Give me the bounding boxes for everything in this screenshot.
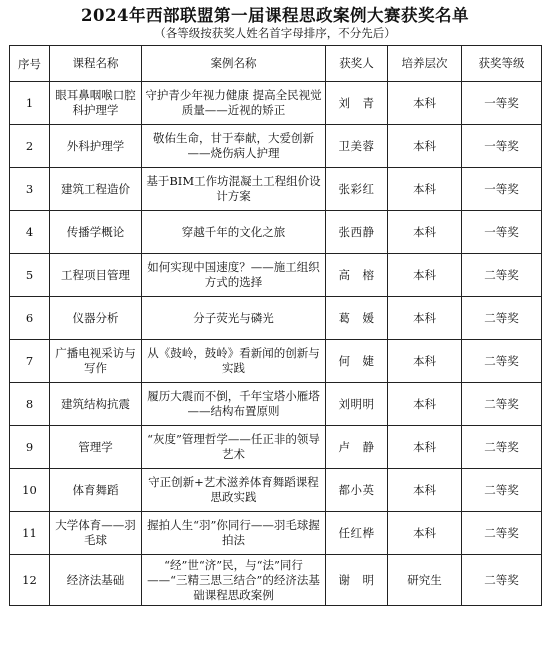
cell-winner: 何 婕 <box>326 340 388 383</box>
table-row <box>10 469 542 512</box>
cell-award: 二等奖 <box>462 512 542 555</box>
cell-level: 本科 <box>388 168 462 211</box>
cell-course: 传播学概论 <box>50 211 142 254</box>
cell-seq: 3 <box>10 168 50 211</box>
cell-course: 外科护理学 <box>50 125 142 168</box>
cell-award: 一等奖 <box>462 125 542 168</box>
cell-course: 仪器分析 <box>50 297 142 340</box>
cell-seq: 2 <box>10 125 50 168</box>
cell-winner: 张彩红 <box>326 168 388 211</box>
table-row <box>10 383 542 426</box>
cell-award: 二等奖 <box>462 297 542 340</box>
cell-winner: 刘 青 <box>326 82 388 125</box>
table-row <box>10 512 542 555</box>
cell-seq: 7 <box>10 340 50 383</box>
cell-seq: 9 <box>10 426 50 469</box>
cell-seq: 5 <box>10 254 50 297</box>
cell-level: 本科 <box>388 211 462 254</box>
cell-case: 守护青少年视力健康 提高全民视觉质量——近视的矫正 <box>142 82 326 125</box>
header-case: 案例名称 <box>142 46 326 82</box>
cell-case: “经”世“济”民，与“法”同行——“三精三思三结合”的经济法基础课程思政案例 <box>142 555 326 606</box>
cell-case: 履历大震而不倒，千年宝塔小雁塔——结构布置原则 <box>142 383 326 426</box>
cell-case: 守正创新+艺术滋养体育舞蹈课程思政实践 <box>142 469 326 512</box>
table-row <box>10 254 542 297</box>
cell-course: 经济法基础 <box>50 555 142 606</box>
cell-course: 工程项目管理 <box>50 254 142 297</box>
cell-seq: 1 <box>10 82 50 125</box>
cell-course: 管理学 <box>50 426 142 469</box>
header-seq: 序号 <box>10 46 50 82</box>
cell-award: 二等奖 <box>462 469 542 512</box>
cell-course: 体育舞蹈 <box>50 469 142 512</box>
cell-winner: 都小英 <box>326 469 388 512</box>
cell-seq: 4 <box>10 211 50 254</box>
header-winner: 获奖人 <box>326 46 388 82</box>
cell-winner: 卢 静 <box>326 426 388 469</box>
cell-winner: 高 榕 <box>326 254 388 297</box>
cell-level: 本科 <box>388 297 462 340</box>
cell-seq: 12 <box>10 555 50 606</box>
cell-seq: 11 <box>10 512 50 555</box>
cell-level: 本科 <box>388 340 462 383</box>
cell-winner: 张西静 <box>326 211 388 254</box>
document-title: 2024年西部联盟第一届课程思政案例大赛获奖名单 <box>81 6 469 25</box>
cell-case: 敬佑生命，甘于奉献，大爱创新——烧伤病人护理 <box>142 125 326 168</box>
cell-level: 本科 <box>388 426 462 469</box>
cell-level: 研究生 <box>388 555 462 606</box>
cell-award: 二等奖 <box>462 383 542 426</box>
cell-winner: 葛 媛 <box>326 297 388 340</box>
cell-case: 如何实现中国速度？——施工组织方式的选择 <box>142 254 326 297</box>
table-row <box>10 297 542 340</box>
cell-award: 二等奖 <box>462 555 542 606</box>
cell-course: 广播电视采访与写作 <box>50 340 142 383</box>
cell-case: 握拍人生“羽”你同行——羽毛球握拍法 <box>142 512 326 555</box>
cell-case: 从《鼓岭，鼓岭》看新闻的创新与实践 <box>142 340 326 383</box>
cell-level: 本科 <box>388 82 462 125</box>
cell-level: 本科 <box>388 254 462 297</box>
cell-award: 一等奖 <box>462 211 542 254</box>
cell-course: 大学体育——羽毛球 <box>50 512 142 555</box>
table-body <box>10 82 542 606</box>
cell-case: “灰度”管理哲学——任正非的领导艺术 <box>142 426 326 469</box>
cell-award: 一等奖 <box>462 82 542 125</box>
cell-award: 二等奖 <box>462 254 542 297</box>
header-level: 培养层次 <box>388 46 462 82</box>
cell-course: 建筑工程造价 <box>50 168 142 211</box>
table-header-row <box>10 46 542 82</box>
cell-seq: 8 <box>10 383 50 426</box>
table-row <box>10 340 542 383</box>
cell-award: 一等奖 <box>462 168 542 211</box>
cell-case: 分子荧光与磷光 <box>142 297 326 340</box>
cell-level: 本科 <box>388 383 462 426</box>
award-table <box>9 45 542 606</box>
cell-winner: 卫美蓉 <box>326 125 388 168</box>
header-award: 获奖等级 <box>462 46 542 82</box>
cell-winner: 任红桦 <box>326 512 388 555</box>
cell-winner: 谢 明 <box>326 555 388 606</box>
cell-course: 建筑结构抗震 <box>50 383 142 426</box>
table-row <box>10 211 542 254</box>
cell-level: 本科 <box>388 469 462 512</box>
header-course: 课程名称 <box>50 46 142 82</box>
cell-course: 眼耳鼻咽喉口腔科护理学 <box>50 82 142 125</box>
table-row <box>10 555 542 606</box>
cell-case: 穿越千年的文化之旅 <box>142 211 326 254</box>
table-row <box>10 426 542 469</box>
cell-winner: 刘明明 <box>326 383 388 426</box>
cell-seq: 10 <box>10 469 50 512</box>
table-row <box>10 168 542 211</box>
cell-level: 本科 <box>388 125 462 168</box>
cell-award: 二等奖 <box>462 426 542 469</box>
cell-level: 本科 <box>388 512 462 555</box>
table-row <box>10 82 542 125</box>
document-subtitle: （各等级按获奖人姓名首字母排序，不分先后） <box>154 26 396 40</box>
cell-case: 基于BIM工作坊混凝土工程组价设计方案 <box>142 168 326 211</box>
cell-award: 二等奖 <box>462 340 542 383</box>
table-row <box>10 125 542 168</box>
cell-seq: 6 <box>10 297 50 340</box>
